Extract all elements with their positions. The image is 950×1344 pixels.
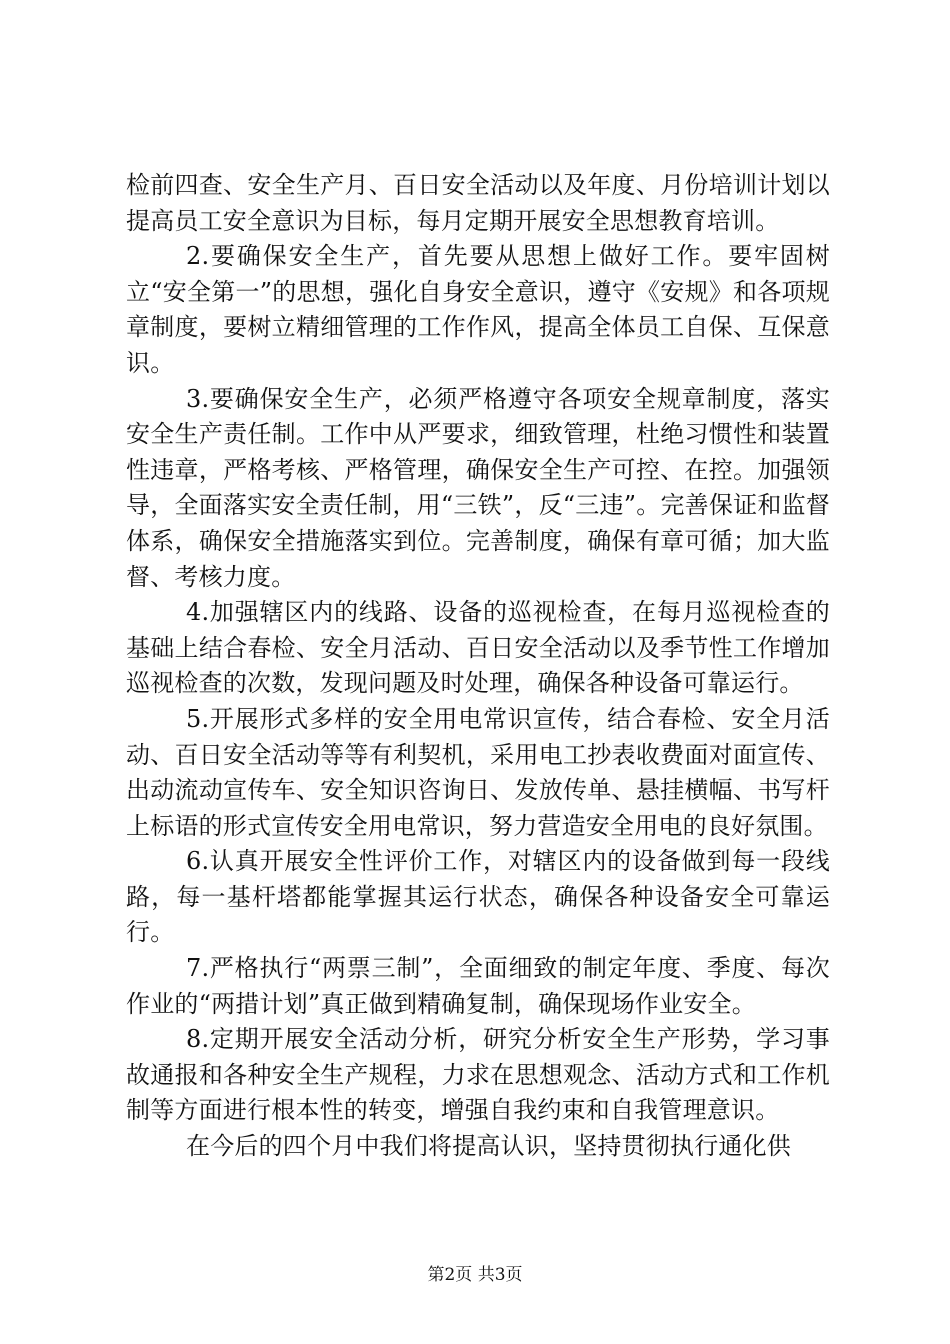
paragraph-item-2: 2.要确保安全生产，首先要从思想上做好工作。要牢固树立“安全第一”的思想，强化自身安全意识，遵守《安规》和各项规章制度，要树立精细管理的工作作风，提高全体员工自保、互保意识。 — [126, 242, 830, 377]
paragraph-item-5: 5.开展形式多样的安全用电常识宣传，结合春检、安全月活动、百日安全活动等等有利契机，采用电工抄表收费面对面宣传、出动流动宣传车、安全知识咨询日、发放传单、悬挂横幅、书写杆上标语的形式宣传安全用电常识，努力营造安全用电的良好氛围。 — [126, 704, 830, 840]
paragraph-continuation: 检前四查、安全生产月、百日安全活动以及年度、月份培训计划以提高员工安全意识为目标，每月定期开展安全思想教育培训。 — [126, 171, 830, 235]
paragraph-item-7: 7.严格执行“两票三制”，全面细致的制定年度、季度、每次作业的“两措计划”真正做到精确复制，确保现场作业安全。 — [126, 954, 830, 1018]
paragraph-item-6: 6.认真开展安全性评价工作，对辖区内的设备做到每一段线路，每一基杆塔都能掌握其运行状态，确保各种设备安全可靠运行。 — [126, 847, 830, 947]
paragraph-closing: 在今后的四个月中我们将提高认识，坚持贯彻执行通化供 — [186, 1132, 791, 1161]
document-body — [126, 168, 830, 1165]
paragraph-item-8: 8.定期开展安全活动分析，研究分析安全生产形势，学习事故通报和各种安全生产规程，力求在思想观念、活动方式和工作机制等方面进行根本性的转变，增强自我约束和自我管理意识。 — [126, 1025, 830, 1125]
page-number-footer: 第2页 共3页 — [427, 1265, 523, 1285]
paragraph-item-4: 4.加强辖区内的线路、设备的巡视检查，在每月巡视检查的基础上结合春检、安全月活动、百日安全活动以及季节性工作增加巡视检查的次数，发现问题及时处理，确保各种设备可靠运行。 — [126, 598, 830, 698]
paragraph-item-3: 3.要确保安全生产，必须严格遵守各项安全规章制度，落实安全生产责任制。工作中从严要求，细致管理，杜绝习惯性和装置性违章，严格考核、严格管理，确保安全生产可控、在控。加强领导，全面落实安全责任制，用“三铁”，反“三违”。完善保证和监督体系，确保安全措施落实到位。完善制度，确保有章可循；加大监督、考核力度。 — [126, 384, 830, 591]
